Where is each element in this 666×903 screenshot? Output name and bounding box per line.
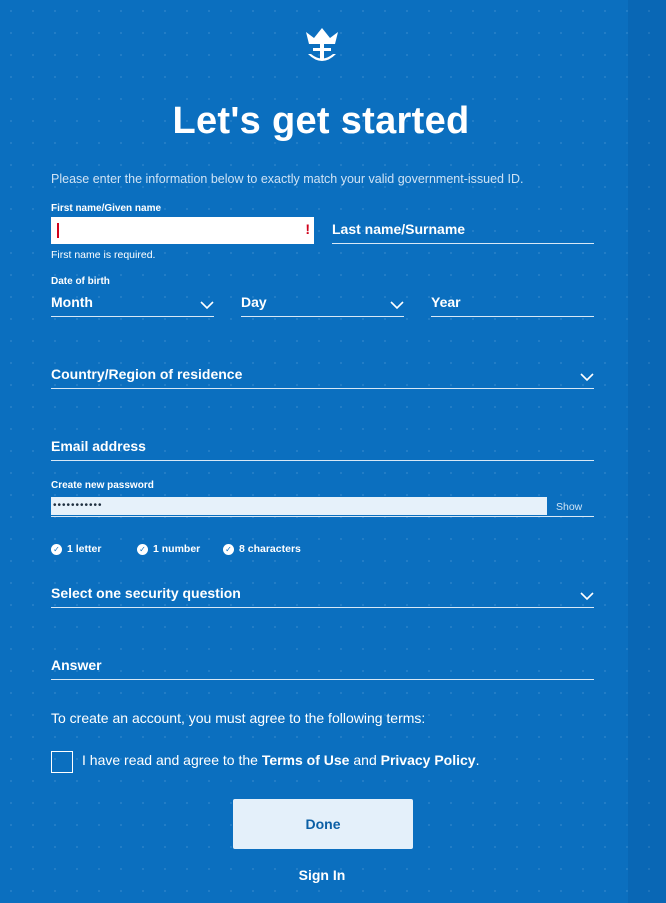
answer-label: Answer [51, 657, 102, 673]
email-label: Email address [51, 438, 146, 454]
password-underline [51, 516, 594, 517]
terms-agree-text [82, 752, 479, 768]
month-select[interactable] [51, 291, 214, 317]
chevron-down-icon [200, 300, 214, 310]
email-field[interactable] [51, 435, 594, 461]
intro-text: Please enter the information below to exactly match your valid government-issued ID. [51, 172, 524, 186]
password-input[interactable]: ••••••••••• [51, 497, 547, 515]
requirement-label: 1 number [153, 543, 201, 555]
year-field[interactable] [431, 291, 594, 317]
done-button[interactable]: Done [233, 799, 413, 849]
country-label: Country/Region of residence [51, 366, 243, 382]
day-label: Day [241, 294, 267, 310]
page-title: Let's get started [172, 100, 470, 142]
requirement-label: 1 letter [67, 543, 102, 555]
last-name-field[interactable] [332, 218, 594, 244]
month-label: Month [51, 294, 93, 310]
agree-and: and [349, 752, 381, 768]
requirement-length [223, 543, 301, 555]
first-name-error: First name is required. [51, 249, 156, 261]
show-password-button[interactable]: Show [556, 501, 583, 513]
day-select[interactable] [241, 291, 404, 317]
agree-prefix: I have read and agree to the [82, 752, 262, 768]
password-label: Create new password [51, 480, 154, 491]
country-select[interactable] [51, 363, 594, 389]
security-question-label: Select one security question [51, 585, 241, 601]
first-name-input[interactable] [51, 217, 314, 244]
terms-intro: To create an account, you must agree to the following terms: [51, 710, 426, 726]
terms-of-use-link[interactable]: Terms of Use [261, 752, 350, 768]
chevron-down-icon [580, 591, 594, 601]
chevron-down-icon [390, 300, 404, 310]
agree-suffix: . [475, 752, 480, 768]
privacy-policy-link[interactable]: Privacy Policy [380, 752, 476, 768]
royal-crown-anchor-logo [302, 24, 342, 68]
last-name-label: Last name/Surname [332, 221, 466, 237]
answer-field[interactable] [51, 654, 594, 680]
sign-in-link[interactable]: Sign In [298, 867, 346, 883]
terms-checkbox[interactable] [51, 751, 73, 773]
requirement-letter [51, 543, 101, 555]
error-icon: ! [305, 221, 310, 237]
check-circle-icon: ✓ [223, 544, 234, 555]
dob-label: Date of birth [51, 276, 110, 287]
security-question-select[interactable] [51, 582, 594, 608]
check-circle-icon: ✓ [137, 544, 148, 555]
requirement-label: 8 characters [239, 543, 301, 555]
text-cursor [57, 223, 59, 238]
chevron-down-icon [580, 372, 594, 382]
first-name-label: First name/Given name [51, 203, 162, 214]
year-label: Year [431, 294, 461, 310]
requirement-number [137, 543, 200, 555]
check-circle-icon: ✓ [51, 544, 62, 555]
